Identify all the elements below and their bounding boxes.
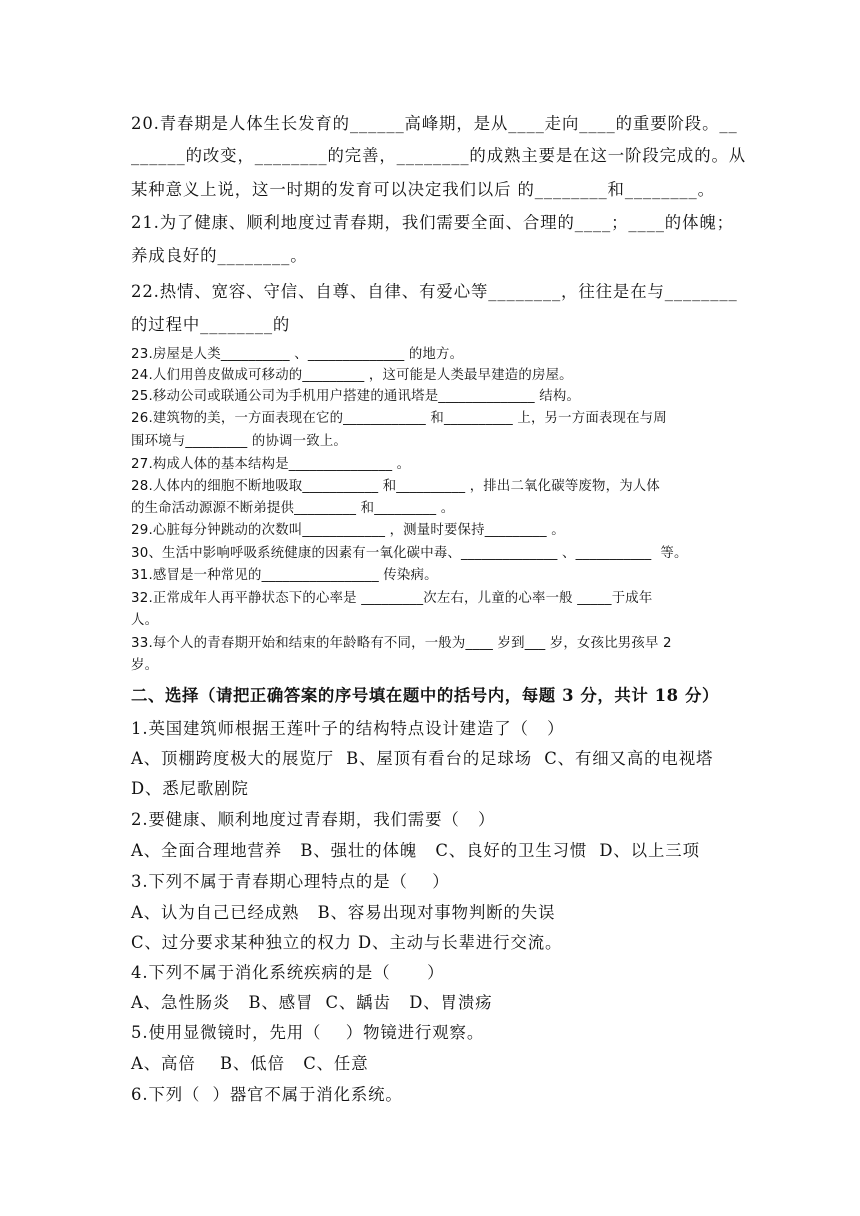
mc3-question: 3.下列不属于青春期心理特点的是（ ）: [131, 872, 450, 891]
q33-line-2: 岁。: [131, 658, 159, 673]
q21-line-2: 养成良好的________。: [131, 246, 308, 265]
q32-line-1: 32.正常成年人再平静状态下的心率是 _________次左右，儿童的心率一般 _____于成年: [131, 591, 653, 606]
mc2-options: A、全面合理地营养 B、强壮的体魄 C、良好的卫生习惯 D、以上三项: [131, 841, 700, 860]
q26-line-1: 26.建筑物的美，一方面表现在它的____________ 和__________ 上，另一方面表现在与周: [131, 411, 667, 426]
q29-line: 29.心脏每分钟跳动的次数叫____________ ，测量时要保持_________ 。: [131, 523, 565, 538]
q32-line-2: 人。: [131, 613, 159, 628]
q20-line-2: ______的改变，________的完善，________的成熟主要是在这一阶段完成的。从: [131, 146, 747, 165]
mc2-question: 2.要健康、顺利地度过青春期，我们需要（ ）: [131, 810, 496, 829]
q27-line: 27.构成人体的基本结构是_______________ 。: [131, 457, 411, 472]
q28-line-1: 28.人体内的细胞不断地吸取___________ 和__________ ，排出二氧化碳等废物，为人体: [131, 479, 660, 494]
q23-line: 23.房屋是人类__________ 、______________ 的地方。: [131, 347, 464, 362]
mc3-options-2: C、过分要求某种独立的权力 D、主动与长辈进行交流。: [131, 933, 563, 952]
mc4-question: 4.下列不属于消化系统疾病的是（ ）: [131, 963, 445, 982]
q25-line: 25.移动公司或联通公司为手机用户搭建的通讯塔是______________ 结构。: [131, 389, 581, 404]
mc1-options-2: D、悉尼歌剧院: [131, 779, 249, 798]
choice-section-heading: 二、选择（请把正确答案的序号填在题中的括号内，每题 3 分，共计 18 分）: [131, 686, 719, 705]
q30-line: 30、生活中影响呼吸系统健康的因素有一氧化碳中毒、______________ 、___________ 等。: [131, 546, 688, 561]
mc4-options: A、急性肠炎 B、感冒 C、龋齿 D、胃溃疡: [131, 993, 493, 1012]
mc6-question: 6.下列（ ）器官不属于消化系统。: [131, 1085, 403, 1104]
q22-line-2: 的过程中________的: [131, 315, 291, 334]
q24-line: 24.人们用兽皮做成可移动的_________ ，这可能是人类最早建造的房屋。: [131, 368, 573, 383]
q22-line-1: 22.热情、宽容、守信、自尊、自律、有爱心等________，往往是在与________: [131, 282, 738, 301]
mc5-options: A、高倍 B、低倍 C、任意: [131, 1054, 369, 1073]
mc5-question: 5.使用显微镜时，先用（ ）物镜进行观察。: [131, 1023, 485, 1042]
q33-line-1: 33.每个人的青春期开始和结束的年龄略有不同，一般为____ 岁到___ 岁，女孩比男孩早 2: [131, 636, 672, 651]
q31-line: 31.感冒是一种常见的_________________ 传染病。: [131, 568, 438, 583]
q20-line-1: 20.青春期是人体生长发育的______高峰期，是从____走向____的重要阶段。__: [131, 114, 738, 133]
q28-line-2: 的生命活动源源不断弟提供_________ 和_________ 。: [131, 501, 455, 516]
q21-line-1: 21.为了健康、顺利地度过青春期，我们需要全面、合理的____；____的体魄；: [131, 213, 734, 232]
mc3-options-1: A、认为自己已经成熟 B、容易出现对事物判断的失误: [131, 903, 556, 922]
q26-line-2: 围环境与_________ 的协调一致上。: [131, 434, 348, 449]
mc1-options-1: A、顶棚跨度极大的展览厅 B、屋顶有看台的足球场 C、有细又高的电视塔: [131, 749, 714, 768]
mc1-question: 1.英国建筑师根据王莲叶子的结构特点设计建造了（ ）: [131, 719, 565, 738]
q20-line-3: 某种意义上说，这一时期的发育可以决定我们以后 的________和________。: [131, 180, 715, 199]
